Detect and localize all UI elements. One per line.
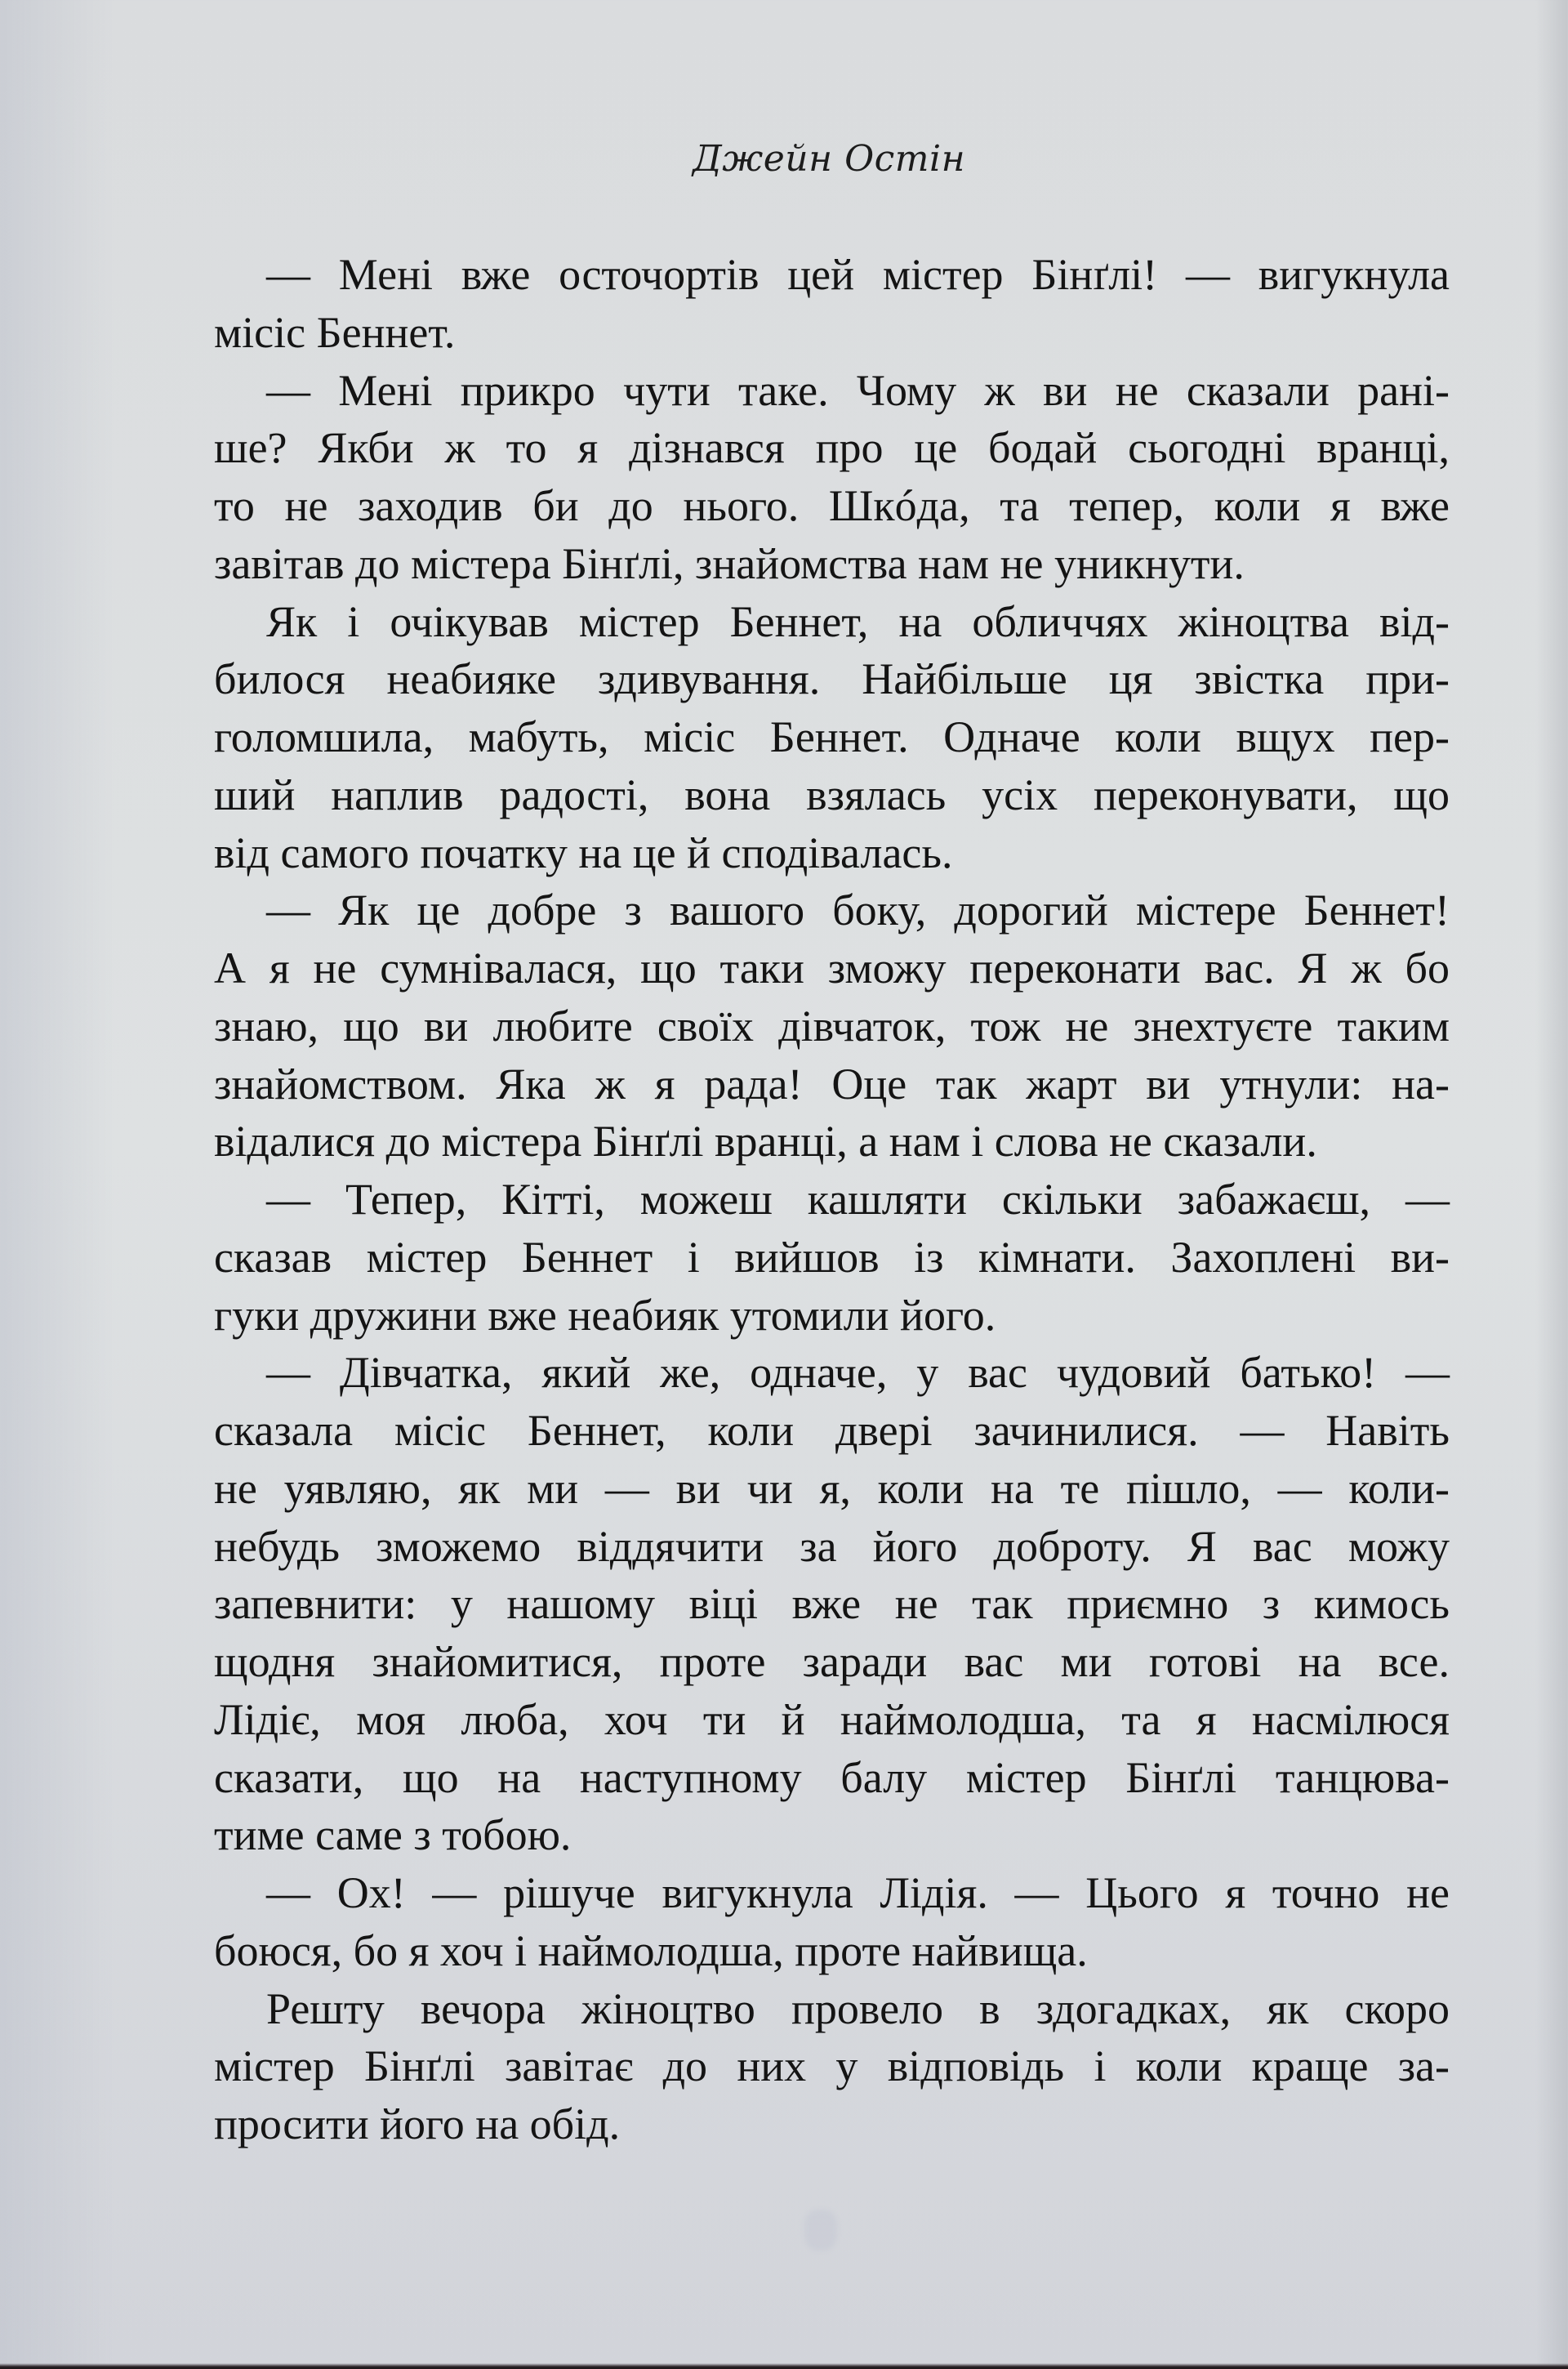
text-line: — Мені прикро чути таке. Чому ж ви не сказали рані-: [266, 365, 1450, 415]
text-line: — Дівчатка, який же, одначе, у вас чудовий батько! —: [266, 1348, 1450, 1398]
text-line: відалися до містера Бінґлі вранці, а нам і слова не сказали.: [214, 1117, 1317, 1167]
page-number-bleed-through: [804, 2210, 837, 2251]
text-line: боюся, бо я хоч і наймолодша, проте найвища.: [214, 1925, 1088, 1975]
text-line: сказала місіс Беннет, коли двері зачинилися. — Навіть: [214, 1406, 1450, 1455]
page-bottom-edge: [0, 2363, 1568, 2369]
text-line: гуки дружини вже неабияк утомили його.: [214, 1290, 996, 1340]
text-line: не уявляю, як ми — ви чи я, коли на те пішло, — коли-: [214, 1463, 1450, 1513]
text-line: знайомством. Яка ж я рада! Оце так жарт ви утнули: на-: [214, 1059, 1450, 1109]
text-line: завітав до містера Бінґлі, знайомства нам не уникнути.: [214, 538, 1245, 588]
text-line: ший наплив радості, вона взялась усіх переконувати, що: [214, 770, 1450, 819]
text-line: ше? Якби ж то я дізнався про це бодай сьогодні вранці,: [214, 423, 1450, 473]
text-line: то не заходив би до нього. Шкóда, та тепер, коли я вже: [214, 481, 1450, 530]
text-line: — Мені вже осточортів цей містер Бінґлі! — вигукнула: [266, 250, 1450, 299]
text-line: Решту вечора жіноцтво провело в здогадках, як скоро: [266, 1983, 1450, 2033]
text-line: билося неабияке здивування. Найбільше ця звістка при-: [214, 654, 1450, 704]
text-line: містер Бінґлі завітає до них у відповідь і коли краще за-: [214, 2041, 1450, 2091]
text-line: — Ох! — рішуче вигукнула Лідія. — Цього я точно не: [266, 1868, 1450, 1917]
text-line: сказати, що на наступному балу містер Бінґлі танцюва-: [214, 1752, 1450, 1802]
text-line: сказав містер Беннет і вийшов із кімнати. Захоплені ви-: [214, 1232, 1450, 1282]
text-line: знаю, що ви любите своїх дівчаток, тож не знехтуєте таким: [214, 1001, 1450, 1051]
text-line: Як і очікував містер Беннет, на обличчях жіноцтва від-: [266, 596, 1450, 646]
text-line: тиме саме з тобою.: [214, 1810, 572, 1860]
text-line: А я не сумнівалася, що таки зможу переконати вас. Я ж бо: [214, 944, 1450, 993]
body-text: [214, 246, 1450, 2153]
text-line: небудь зможемо віддячити за його доброту. Я вас можу: [214, 1521, 1450, 1571]
text-line: місіс Беннет.: [214, 307, 456, 357]
running-head-author: Джейн Остін: [692, 138, 966, 180]
text-line: від самого початку на це й сподівалась.: [214, 828, 953, 877]
text-line: просити його на обід.: [214, 2099, 621, 2148]
text-line: запевнити: у нашому віці вже не так приємно з кимось: [214, 1579, 1450, 1629]
text-line: щодня знайомитися, проте заради вас ми готові на все.: [214, 1637, 1450, 1686]
text-line: Лідіє, моя люба, хоч ти й наймолодша, та я насмілюся: [214, 1694, 1450, 1744]
text-line: голомшила, мабуть, місіс Беннет. Одначе коли вщух пер-: [214, 712, 1450, 761]
text-line: — Тепер, Кітті, можеш кашляти скільки забажаєш, —: [266, 1175, 1450, 1224]
text-line: — Як це добре з вашого боку, дорогий містере Беннет!: [266, 886, 1450, 935]
